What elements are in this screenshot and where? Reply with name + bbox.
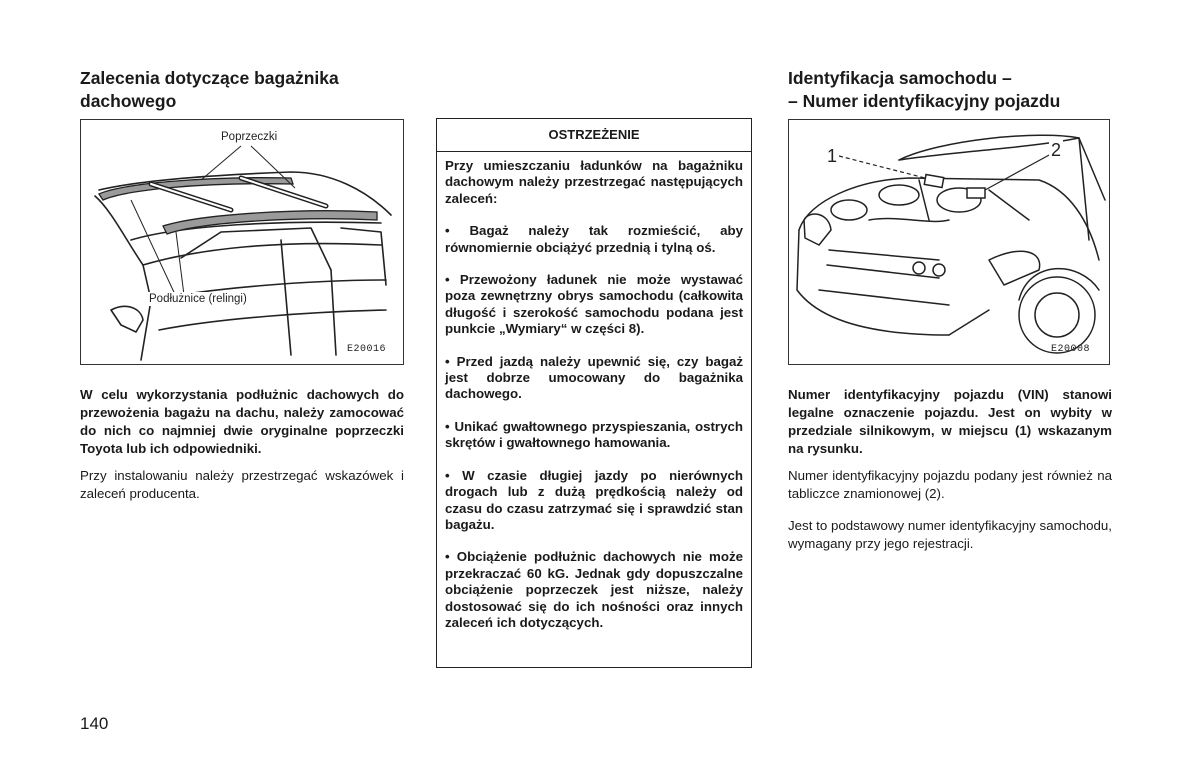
warning-heading: OSTRZEŻENIE (437, 119, 751, 152)
warning-box (436, 118, 752, 668)
roof-rack-figure (80, 119, 404, 365)
callout-1: 1 (827, 146, 838, 166)
crossbars-label: Poprzeczki (221, 131, 278, 143)
vin-figure (788, 119, 1110, 365)
warning-item: • Obciążenie podłużnic dachowych nie może przekraczać 60 kG. Jednak gdy dopuszczalne obciążenie poprzeczek jest niższe, należy dostosować się do ich nośności oraz innych zaleceń ich dotyczących. (445, 549, 743, 630)
vin-paragraph-2: Numer identyfikacyjny pojazdu podany jest również na tabliczce znamionowej (2). (788, 468, 1112, 501)
vehicle-id-heading (788, 67, 1128, 113)
warning-item: • Przewożony ładunek nie może wystawać poza zewnętrzny obrys samochodu (całkowita długość i szerokość samochodu podana jest punkcie „Wymiary“ w części 8). (445, 272, 743, 337)
vin-paragraph-3: Jest to podstawowy numer identyfikacyjny samochodu, wymagany przy jego rejestracji. (788, 518, 1112, 551)
roof-rack-paragraph-1: W celu wykorzystania podłużnic dachowych do przewożenia bagażu na dachu, należy zamocować do nich co najmniej dwie oryginalne poprzeczki Toyota lub ich odpowiedniki. (80, 387, 404, 456)
figure-code: E20008 (1051, 344, 1091, 355)
warning-item: • W czasie długiej jazdy po nierównych drogach lub z dużą prędkością należy od czasu do czasu zatrzymać się i sprawdzić stan bagażu. (445, 467, 743, 532)
warning-intro: Przy umieszczaniu ładunków na bagażniku dachowym należy przestrzegać następujących zaleceń: (445, 158, 743, 206)
warning-item: • Bagaż należy tak rozmieścić, aby równomiernie obciążyć przednią i tylną oś. (445, 223, 743, 255)
vehicle-id-heading-line1: Identyfikacja samochodu – (788, 68, 1012, 88)
vehicle-id-heading-line2: – Numer identyfikacyjny pojazdu (788, 91, 1061, 111)
warning-item: • Unikać gwałtownego przyspieszania, ostrych skrętów i gwałtownego hamowania. (445, 418, 743, 451)
page-number: 140 (80, 714, 109, 733)
figure-code: E20016 (347, 344, 387, 355)
warning-item: • Przed jazdą należy upewnić się, czy bagaż jest dobrze umocowany do bagażnika dachowego. (445, 353, 743, 402)
vin-paragraph-1: Numer identyfikacyjny pojazdu (VIN) stanowi legalne oznaczenie pojazdu. Jest on wybity w przedziale silnikowym, w miejscu (1) wskazanym na rysunku. (788, 387, 1112, 456)
warning-body (437, 152, 751, 631)
roof-rack-paragraph-2: Przy instalowaniu należy przestrzegać wskazówek i zaleceń producenta. (80, 468, 404, 501)
roof-rack-illustration (81, 120, 403, 364)
callout-2: 2 (1051, 140, 1062, 160)
rails-label: Podłużnice (relingi) (149, 293, 247, 305)
roof-rack-heading: Zalecenia dotyczące bagażnika dachowego (80, 68, 339, 111)
